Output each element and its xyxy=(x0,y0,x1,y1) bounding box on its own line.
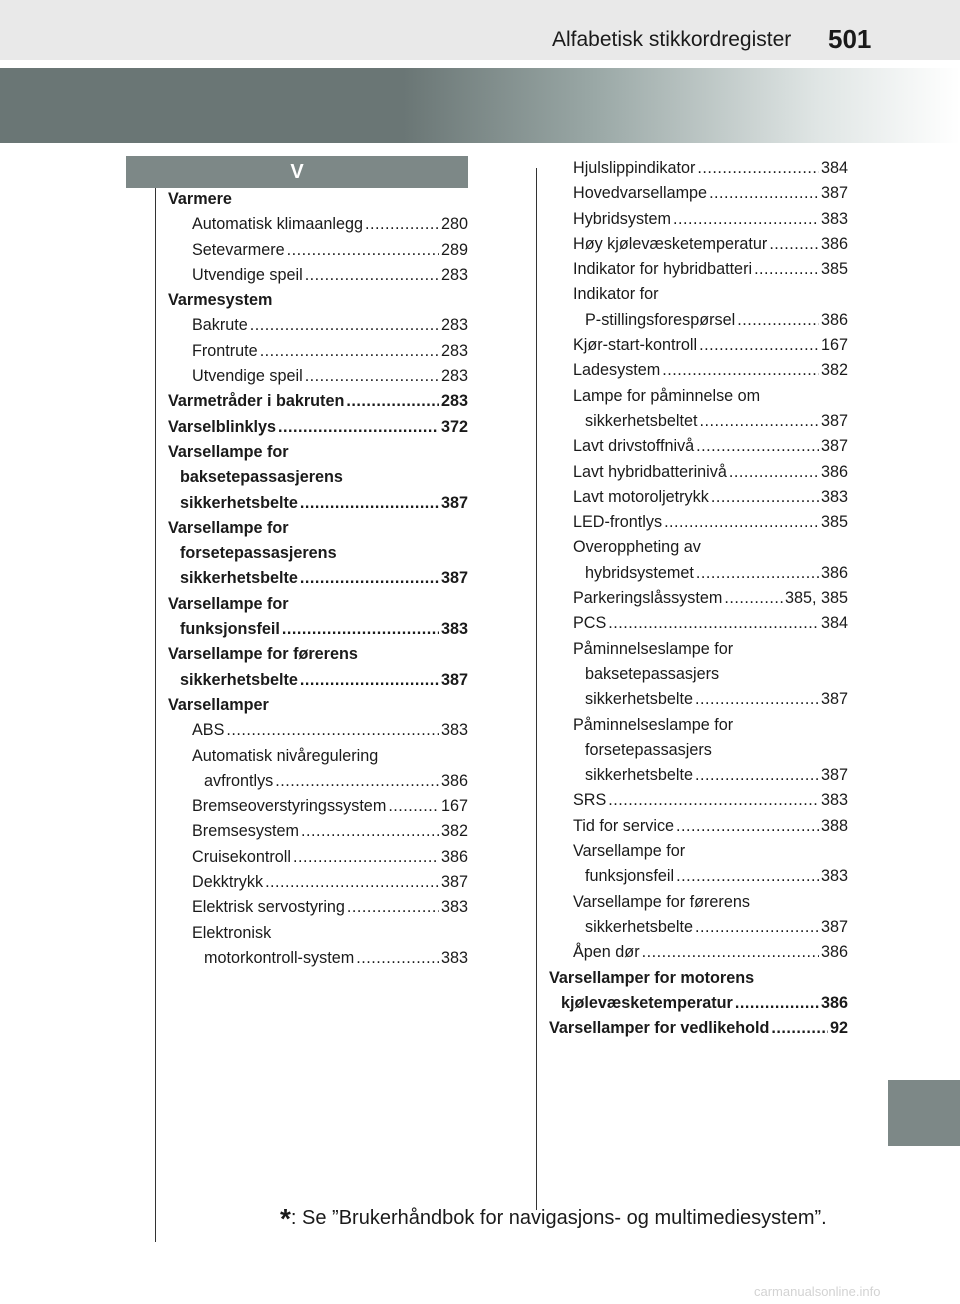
index-entry-page: 283 xyxy=(440,341,468,360)
dot-leader xyxy=(305,266,439,285)
index-entry-page: 383 xyxy=(440,721,468,740)
index-entry-term: LED-frontlys xyxy=(573,513,663,532)
index-entry xyxy=(549,690,848,715)
index-entry-term: forsetepassasjers xyxy=(585,740,712,759)
index-entry xyxy=(168,342,468,367)
dot-leader xyxy=(695,690,819,709)
index-entry xyxy=(168,822,468,847)
index-entry-page: 280 xyxy=(440,215,468,234)
index-entry xyxy=(168,468,468,493)
index-entry xyxy=(549,791,848,816)
index-entry xyxy=(549,842,848,867)
index-entry-term: Indikator for xyxy=(573,285,659,304)
index-entry-page: 383 xyxy=(820,867,848,886)
index-entry-term: Utvendige speil xyxy=(192,265,303,284)
index-entry xyxy=(168,645,468,670)
index-entry xyxy=(549,159,848,184)
index-entry-page: 384 xyxy=(820,159,848,177)
index-entry-term: Varsellampe for førerens xyxy=(168,645,358,664)
dot-leader xyxy=(346,392,439,411)
index-entry xyxy=(168,392,468,417)
index-entry-term: Hybridsystem xyxy=(573,209,672,228)
dot-leader xyxy=(260,342,439,361)
index-entry-page: 386 xyxy=(820,234,848,253)
dot-leader xyxy=(608,791,819,810)
index-entry-term: Setevarmere xyxy=(192,240,285,259)
header-bar xyxy=(0,0,960,60)
index-entry-term: Ladesystem xyxy=(573,361,661,380)
index-entry xyxy=(168,190,468,215)
section-letter-header: V xyxy=(126,156,468,188)
index-entry-term: Varselblinklys xyxy=(168,417,276,436)
index-entry-term: Parkeringslåssystem xyxy=(573,589,723,608)
index-entry-page: 382 xyxy=(820,361,848,380)
index-entry-page: 387 xyxy=(820,690,848,709)
index-entry-page: 383 xyxy=(820,487,848,506)
dot-leader xyxy=(226,721,439,740)
index-entry-page: 386 xyxy=(440,771,468,790)
index-entry-page: 385, 385 xyxy=(784,589,848,608)
index-entry-page: 372 xyxy=(440,417,468,436)
index-entry-page: 385 xyxy=(820,260,848,279)
index-entry-term: Høy kjølevæsketemperatur xyxy=(573,234,768,253)
index-entry-term: Lavt hybridbatterinivå xyxy=(573,462,727,481)
dot-leader xyxy=(724,589,783,608)
dot-leader xyxy=(300,671,439,690)
index-entry-term: Påminnelseslampe for xyxy=(573,639,734,658)
index-entry-term: sikkerhetsbelte xyxy=(585,766,693,785)
index-entry-term: Automatisk nivåregulering xyxy=(192,746,379,765)
index-entry xyxy=(549,943,848,968)
index-entry xyxy=(549,640,848,665)
footnote xyxy=(280,1203,827,1235)
index-entry-page: 387 xyxy=(820,917,848,936)
watermark: carmanualsonline.info xyxy=(754,1284,881,1299)
index-entry-term: Varsellamper xyxy=(168,695,269,714)
dot-leader xyxy=(347,898,439,917)
index-entry-term: Frontrute xyxy=(192,341,258,360)
index-entry xyxy=(549,311,848,336)
index-entry-term: Varsellampe for førerens xyxy=(573,892,750,911)
index-entry xyxy=(168,266,468,291)
dot-leader xyxy=(729,463,819,482)
index-entry xyxy=(549,867,848,892)
index-entry xyxy=(168,291,468,316)
index-entry xyxy=(168,595,468,620)
index-entry-term: forsetepassasjerens xyxy=(180,544,337,563)
index-entry-term: Bremseoverstyringssystem xyxy=(192,797,387,816)
dot-leader xyxy=(300,569,439,588)
index-entry-term: Hjulslippindikator xyxy=(573,159,696,177)
dot-leader xyxy=(699,336,819,355)
index-entry-page: 387 xyxy=(820,411,848,430)
index-entry-page: 383 xyxy=(440,620,468,639)
index-entry-page: 289 xyxy=(440,240,468,259)
dot-leader xyxy=(737,311,819,330)
index-entry-term: PCS xyxy=(573,614,607,633)
index-entry-term: Varmetråder i bakruten xyxy=(168,392,345,411)
index-entry xyxy=(549,741,848,766)
index-entry-term: Elektronisk xyxy=(192,923,272,942)
index-column-right xyxy=(549,159,848,1044)
index-entry-term: Lampe for påminnelse om xyxy=(573,386,761,405)
dot-leader xyxy=(287,241,439,260)
index-entry xyxy=(549,437,848,462)
index-entry-term: Overoppheting av xyxy=(573,538,701,557)
index-entry-term: sikkerhetsbelte xyxy=(180,670,298,689)
index-entry xyxy=(549,817,848,842)
index-entry xyxy=(549,716,848,741)
index-entry-term: baksetepassasjers xyxy=(585,664,720,683)
index-entry-page: 387 xyxy=(820,437,848,456)
dot-leader xyxy=(278,418,439,437)
index-entry-term: Tid for service xyxy=(573,816,675,835)
index-entry xyxy=(549,412,848,437)
index-entry xyxy=(168,898,468,923)
index-entry-term: sikkerhetsbelte xyxy=(180,569,298,588)
index-entry-term: Utvendige speil xyxy=(192,367,303,386)
index-entry xyxy=(168,494,468,519)
index-entry-page: 386 xyxy=(820,462,848,481)
index-entry-term: sikkerhetsbelte xyxy=(585,690,693,709)
index-entry-page: 92 xyxy=(829,1019,848,1038)
index-entry-term: ABS xyxy=(192,721,225,740)
index-entry xyxy=(549,488,848,513)
index-entry-term: Påminnelseslampe for xyxy=(573,715,734,734)
index-entry-term: Varsellampe for xyxy=(168,594,289,613)
index-entry xyxy=(549,513,848,538)
index-entry xyxy=(549,387,848,412)
index-entry-term: sikkerhetsbeltet xyxy=(585,411,698,430)
index-entry-page: 383 xyxy=(820,791,848,810)
index-entry xyxy=(549,994,848,1019)
index-entry-term: motorkontroll-system xyxy=(204,948,355,967)
dot-leader xyxy=(300,494,439,513)
index-entry xyxy=(549,1019,848,1044)
index-entry xyxy=(549,589,848,614)
index-entry xyxy=(168,569,468,594)
index-entry-term: funksjonsfeil xyxy=(585,867,675,886)
dot-leader xyxy=(699,412,819,431)
index-entry xyxy=(168,671,468,696)
index-entry-page: 283 xyxy=(440,316,468,335)
index-entry-term: hybridsystemet xyxy=(585,563,694,582)
dot-leader xyxy=(293,848,439,867)
dot-leader xyxy=(250,316,439,335)
index-entry xyxy=(549,918,848,943)
index-entry xyxy=(168,772,468,797)
index-entry-term: Lavt motoroljetrykk xyxy=(573,487,709,506)
index-entry-page: 386 xyxy=(820,310,848,329)
index-entry-page: 383 xyxy=(820,209,848,228)
dot-leader xyxy=(664,513,819,532)
index-entry-term: Elektrisk servostyring xyxy=(192,898,345,917)
index-entry-page: 283 xyxy=(440,265,468,284)
index-entry xyxy=(168,873,468,898)
dot-leader xyxy=(676,817,819,836)
index-entry-term: baksetepassasjerens xyxy=(180,468,343,487)
index-entry xyxy=(168,696,468,721)
index-entry xyxy=(549,361,848,386)
index-entry-page: 167 xyxy=(440,797,468,816)
dot-leader xyxy=(642,943,819,962)
chapter-banner xyxy=(0,68,960,143)
index-entry xyxy=(168,443,468,468)
index-entry xyxy=(549,665,848,690)
dot-leader xyxy=(305,367,439,386)
index-entry xyxy=(549,184,848,209)
dot-leader xyxy=(697,159,819,178)
index-entry xyxy=(168,215,468,240)
index-entry-page: 386 xyxy=(440,847,468,866)
dot-leader xyxy=(282,620,439,639)
index-entry-page: 386 xyxy=(820,943,848,962)
index-entry xyxy=(549,766,848,791)
index-entry xyxy=(549,210,848,235)
index-entry xyxy=(549,564,848,589)
dot-leader xyxy=(356,949,439,968)
index-entry-term: Varmesystem xyxy=(168,291,273,310)
index-entry xyxy=(549,260,848,285)
dot-leader xyxy=(676,867,819,886)
index-entry-term: Kjør-start-kontroll xyxy=(573,336,698,355)
dot-leader xyxy=(301,822,439,841)
index-entry-term: funksjonsfeil xyxy=(180,620,280,639)
index-entry xyxy=(168,848,468,873)
dot-leader xyxy=(696,564,819,583)
index-entry xyxy=(549,614,848,639)
index-entry-page: 387 xyxy=(440,493,468,512)
index-column-left xyxy=(168,190,468,974)
dot-leader xyxy=(769,235,819,254)
index-entry-page: 283 xyxy=(440,392,468,411)
index-entry-term: Varsellamper for vedlikehold xyxy=(549,1019,770,1038)
index-entry-page: 283 xyxy=(440,367,468,386)
index-entry-page: 387 xyxy=(440,670,468,689)
index-entry-page: 383 xyxy=(440,948,468,967)
dot-leader xyxy=(696,437,819,456)
index-entry-term: P-stillingsforespørsel xyxy=(585,310,736,329)
dot-leader xyxy=(695,918,819,937)
footnote-text: : Se ”Brukerhåndbok for navigasjons- og multimediesystem”. xyxy=(290,1207,827,1229)
index-entry xyxy=(168,721,468,746)
index-entry-term: Varsellampe for xyxy=(573,842,686,861)
dot-leader xyxy=(608,614,819,633)
index-entry-page: 386 xyxy=(820,993,848,1012)
index-entry-term: Hovedvarsellampe xyxy=(573,184,708,203)
dot-leader xyxy=(662,361,819,380)
column-divider-middle xyxy=(536,168,537,1210)
index-entry xyxy=(549,969,848,994)
index-entry xyxy=(549,893,848,918)
index-entry xyxy=(168,241,468,266)
page-number: 501 xyxy=(828,24,872,54)
index-entry-page: 387 xyxy=(440,569,468,588)
dot-leader xyxy=(388,797,439,816)
index-entry-page: 385 xyxy=(820,513,848,532)
index-entry-term: Indikator for hybridbatteri xyxy=(573,260,753,279)
chapter-side-tab xyxy=(888,1080,960,1146)
index-entry xyxy=(168,316,468,341)
index-entry-page: 387 xyxy=(820,766,848,785)
index-entry-term: Varmere xyxy=(168,190,232,208)
index-entry xyxy=(549,463,848,488)
index-entry xyxy=(168,519,468,544)
index-entry xyxy=(168,924,468,949)
index-entry xyxy=(168,949,468,974)
footnote-marker: * xyxy=(280,1203,291,1234)
index-entry-page: 167 xyxy=(820,336,848,355)
header-title: Alfabetisk stikkordregister xyxy=(552,28,792,51)
index-entry-term: SRS xyxy=(573,791,607,810)
index-entry xyxy=(168,367,468,392)
index-entry-term: Åpen dør xyxy=(573,943,640,962)
dot-leader xyxy=(735,994,819,1013)
index-entry-page: 387 xyxy=(820,184,848,203)
index-entry-term: Dekktrykk xyxy=(192,873,264,892)
dot-leader xyxy=(711,488,819,507)
index-entry xyxy=(168,620,468,645)
index-entry-page: 383 xyxy=(440,898,468,917)
dot-leader xyxy=(695,766,819,785)
index-entry xyxy=(168,797,468,822)
dot-leader xyxy=(275,772,439,791)
index-entry xyxy=(168,418,468,443)
index-entry-term: avfrontlys xyxy=(204,771,274,790)
index-entry xyxy=(549,235,848,260)
index-entry-page: 386 xyxy=(820,563,848,582)
index-entry-page: 387 xyxy=(440,873,468,892)
index-entry xyxy=(549,285,848,310)
index-entry-term: kjølevæsketemperatur xyxy=(561,993,733,1012)
index-entry xyxy=(168,544,468,569)
index-entry-term: Automatisk klimaanlegg xyxy=(192,215,363,234)
index-entry-page: 384 xyxy=(820,614,848,633)
dot-leader xyxy=(265,873,439,892)
column-divider-left xyxy=(155,188,156,1242)
index-entry-term: Varsellamper for motorens xyxy=(549,968,755,987)
index-entry-page: 388 xyxy=(820,816,848,835)
dot-leader xyxy=(754,260,819,279)
dot-leader xyxy=(365,215,439,234)
dot-leader xyxy=(709,184,819,203)
index-entry-page: 382 xyxy=(440,822,468,841)
index-entry-term: Varsellampe for xyxy=(168,518,289,537)
dot-leader xyxy=(673,210,819,229)
index-entry xyxy=(168,747,468,772)
index-entry-term: Lavt drivstoffnivå xyxy=(573,437,695,456)
dot-leader xyxy=(771,1019,828,1038)
index-entry-term: Cruisekontroll xyxy=(192,847,291,866)
index-entry-term: sikkerhetsbelte xyxy=(585,917,693,936)
index-entry-term: sikkerhetsbelte xyxy=(180,493,298,512)
index-entry xyxy=(549,336,848,361)
index-entry-term: Varsellampe for xyxy=(168,442,289,461)
index-entry-term: Bremsesystem xyxy=(192,822,300,841)
index-entry-term: Bakrute xyxy=(192,316,248,335)
index-entry xyxy=(549,538,848,563)
